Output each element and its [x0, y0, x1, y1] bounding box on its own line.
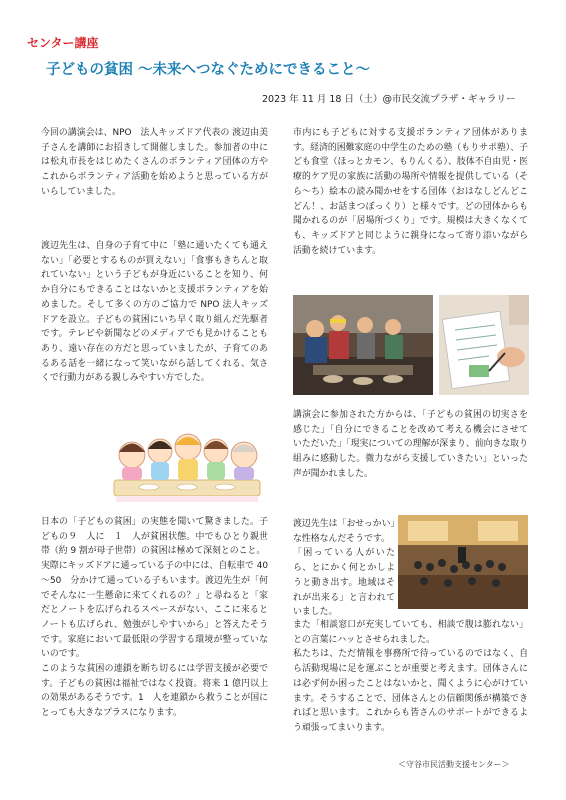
footer-credit: ＜守谷市民活動支援センター＞ [398, 760, 510, 769]
writing-photo [439, 295, 529, 395]
children-illustration [104, 425, 270, 507]
osekkai-paragraph: 渡辺先生は「おせっかい」な性格なんだそうです。 「困っている人がいたら、とにかく何とかしようと動き出す。地域はそれが出来る」と言われていました。 [293, 519, 395, 618]
poverty-facts-paragraph: 日本の「子どもの貧困」の実態を聞いて驚きました。子どもの９ 人に １ 人が貧困状態。中でもひとり親世帯（約 9 割が母子世帯）の貧困は極めて深刻とのこと。 実際にキッズドアに通っている子の中には、自転車で 40～50 分かけて通っている子もいます。渡辺先生が「何でそんなに一生懸命に来てくれるの？」と尋ねると「家だとノートを広げられるスペースがない、ここに来るとノートも広げられ、勉強がしやすいから」と答えたそうです。家庭において最低限の学習する環境が整っていないのです。 このような貧困の連鎖を断ち切るには学習支援が必要です。子どもの貧困は福祉ではなく投資。将来 1 億円以上の効果があるそうです。1 人を連鎖から救うことが国にとっても大きなプラスになります。 [41, 517, 268, 719]
intro-paragraph: 今回の講演会は、NPO 法人キッズドア代表の 渡辺由美子さんを講師にお招きして開催しました。参加者の中には松丸市長をはじめたくさんのボランティア団体の方やこれからボランティア活動を始めようと思っている方がいらしていました。 [41, 128, 268, 197]
local-groups-paragraph: 市内にも子どもに対する支援ボランティア団体があります。経済的困難家庭の中学生のための塾（もりサポ塾）、子ども食堂（ほっとカモン、もりんくる）、肢体不自由児・医療的ケア児の家族に活動の場所や情報を提供している（そら～ち）絵本の読み聞かせをする団体（おはなしどんどこどん！、お話まつぼっくり）と様々です。どの団体からも聞かれるのが「居場所づくり」です。規模は大きくなくても、キッズドアと同じように親身になって寄り添いながら活動を続けています。 [293, 128, 528, 256]
lecture-hall-photo [398, 515, 528, 609]
participant-feedback-paragraph: 講演会に参加された方からは、「子どもの貧困の切実さを感じた」「自分にできることを改めて考える機会にさせていただいた」「現実についての理解が深まり、前向きな取り組みに感動した。微力ながら支援していきたい」といった声が聞かれました。 [293, 410, 528, 479]
kitchen-activity-photo [293, 295, 433, 395]
page-title: 子どもの貧困 ～未来へつなぐためにできること～ [46, 62, 371, 78]
event-date-location: 2023 年 11 月 18 日（土）@市民交流プラザ・ギャラリー [262, 94, 516, 105]
section-label: センター講座 [27, 36, 99, 50]
speaker-paragraph: 渡辺先生は、自身の子育て中に「塾に通いたくても通えない」「必要とするものが買えない」「食事もきちんと取れていない」という子どもが身近にいることを知り、何か自分にもできることはないかと支援ボランティアを始めました。そして多くの方のご協力で NPO 法人キッズドアを設立。子どもの貧困にいち早く取り組んだ先駆者です。テレビや新聞などのメディアでも見かけることもあり、遠い存在の方だと思っていましたが、子育てのあるある話を一緒になって笑いながら話してくれる、気さくで行動力がある親しみやすい方でした。 [41, 241, 268, 384]
closing-paragraph: また「相談窓口が充実していても、相談で腹は膨れない」との言葉にハッとさせられました。 私たちは、ただ情報を事務所で待っているのではなく、自ら活動現場に足を運ぶことが重要と考えます。団体さんには必ず何か困ったことはないかと、聞くように心がけています。そうすることで、団体さんとの信頼関係が構築できればと思います。これからも皆さんのサポートができるよう頑張ってまいります。 [293, 620, 528, 733]
